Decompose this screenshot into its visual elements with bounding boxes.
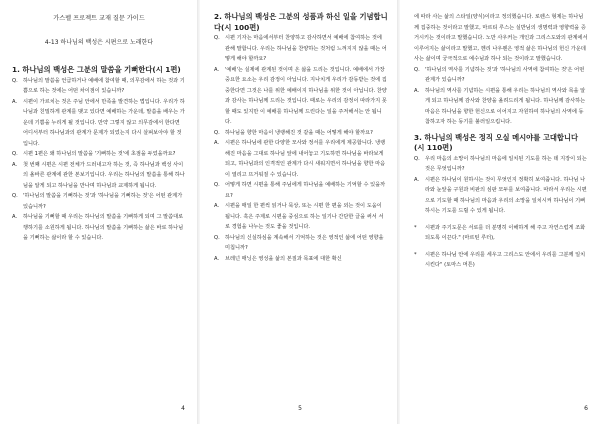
page-4	[0, 0, 200, 424]
qa-text: 시편은 하나님이 원하시는 것이 무엇인지 정확히 보여줍니다. 하나님 나라와 눈앞을 구원과 비판의 심판 모두를 보여줍니다. 따라서 우리는 시편으로 기도할 때 하나님의 마음과 우리의 소망을 일치시켜 하나님이 기뻐하시는 기도를 드릴 수 있게 됩니다.	[425, 176, 587, 214]
qa-marker: Q.	[214, 129, 220, 136]
question-item	[12, 191, 186, 212]
qa-text: 하나님의 역사를 기념하는 시편을 통해 우리는 하나님의 역사와 목을 알게 되고 하나님께 감사와 찬양을 올려드리게 됩니다. 하나님께 감사하는 마음은 하나님을 향한 헌신으로 이어지고 자원하여 하나님의 사역에 동참하고자 하는 동기를 불러일으킵니다.	[425, 87, 586, 125]
answer-item	[214, 201, 388, 233]
qa-marker: A.	[12, 214, 18, 220]
question-item	[214, 128, 388, 139]
qa-text: 시편 기자는 마음에서부터 찬양하고 감사하면서 예배에 참여하는 것에 관해 말합니다. 우리는 하나님을 찬양하는 것처럼 느껴지지 않을 때는 어떻게 해야 할까요?	[225, 35, 387, 62]
qa-text: 시편을 매일 한 편씩 읽거나 묵상, 또는 시편 한 편을 외는 것이 도움이 됩니다. 혹은 주제로 시편을 중심으로 하는 일기나 간단한 글을 써서 서로 경험을 나누는 것도 좋을 것입니다.	[225, 203, 384, 230]
answer-item	[414, 86, 588, 128]
qa-marker: Q.	[414, 155, 420, 162]
question-item	[414, 154, 588, 175]
qa-text: '하나님의 역사를 기념하는 것'과 '하나님의 사역에 참여하는 것'은 어떤 관계가 있습니까?	[425, 66, 585, 83]
question-item	[12, 76, 186, 97]
qa-marker: A.	[12, 98, 18, 105]
qa-text: 하나님을 기뻐할 때 우리는 하나님의 말씀을 기뻐하게 되며 그 말씀대로 행하기를 소원하게 됩니다. 하나님의 말씀을 기뻐하는 삶은 바로 하나님을 기뻐하는 삶이라 할 수 있습니다.	[23, 214, 184, 241]
qa-list	[414, 154, 588, 217]
lesson-subtitle: 4-13 하나님의 백성은 시편으로 노래한다	[44, 39, 154, 46]
question-item	[12, 149, 186, 160]
answer-item	[214, 138, 388, 180]
note-text: 시편과 주기도문은 서로를 더 분명히 이해하게 해 주고 자연스럽게 조화되도록 이끈다." (마르틴 루터),	[425, 224, 586, 241]
answer-item	[12, 97, 186, 150]
question-item	[214, 180, 388, 201]
quote-notes	[414, 223, 588, 271]
section-heading-2: 2. 하나님의 백성은 그분의 성품과 하신 일을 기념합니다(시 100편)	[214, 12, 388, 32]
qa-text: 시편이 가르치는 것은 주님 안에서 만족을 발견하는 법입니다. 우리가 하나님과 친밀하게 관계를 맺고 있다면 예배하는 가운데, 말씀을 배우는 가운데 기쁨을 누리게 될 것입니다. 만약 그렇지 않고 의무감에서 한다면 어디서부터 하나님과의 관계가 문제가 되었는지 다시 살펴보아야 할 것입니다.	[23, 98, 185, 147]
qa-marker: Q.	[12, 77, 18, 84]
document-title: 가스펠 프로젝트 교재 질문 가이드	[53, 15, 145, 22]
qa-text: 어떻게 하면 시편을 통해 주님에게 하나님을 예배하는 기억할 수 있을까요?	[225, 182, 386, 199]
qa-list	[12, 76, 186, 244]
qa-marker: A.	[214, 255, 220, 262]
question-item	[214, 233, 388, 254]
qa-marker: A.	[214, 203, 220, 209]
qa-text: 브레넌 매닝은 영성을 삶의 본질과 목표에 대한 확신	[225, 255, 342, 262]
qa-marker: A.	[12, 161, 18, 168]
answer-item	[12, 212, 186, 244]
qa-text: 첫 번째 시편은 시편 전체가 드러내고자 하는 것, 즉 하나님과 백성 사이의 올바른 관계에 관한 본보기입니다. 우리는 하나님의 말씀을 통해 하나님을 알게 되고 하나님을 만나며 하나님과 교제하게 됩니다.	[23, 161, 185, 189]
qa-text: 하나님의 말씀을 언급하거나 예배에 참여할 때, 의무감에서 하는 것과 기쁨으로 하는 것에는 어떤 차이점이 있습니까?	[23, 77, 185, 94]
quote-note	[414, 223, 588, 244]
page-6	[400, 0, 600, 424]
qa-list	[214, 33, 388, 264]
page-number: 6	[584, 405, 588, 412]
qa-marker: A.	[414, 87, 420, 94]
qa-marker: Q.	[12, 193, 18, 199]
qa-text: 우리 마음의 소망이 하나님의 마음에 일치된 기도를 하는 데 지장이 되는 것은 무엇입니까?	[425, 155, 587, 172]
qa-marker: A.	[414, 176, 420, 183]
answer-item	[214, 65, 388, 128]
qa-marker: A.	[214, 140, 220, 146]
question-item	[214, 33, 388, 65]
qa-marker: Q.	[414, 66, 420, 73]
section-heading-3: 3. 하나님의 백성은 정직 오실 메시야를 고대합니다(시 110편)	[414, 132, 579, 152]
page-number: 4	[181, 405, 185, 412]
qa-text: '하나님의 말씀을 기뻐하는 것'과 '하나님을 기뻐하는 것'은 어떤 관계가 있습니까?	[23, 193, 183, 210]
note-marker: *	[414, 224, 417, 231]
qa-text: 하나님의 신실하심을 계속해서 기억하는 것은 영적인 삶에 어떤 영향을 미칩니까?	[225, 234, 384, 251]
page-5	[200, 0, 400, 424]
note-text: 시편은 하나님 안에 우리를 세우고 그리스도 안에서 우리를 그분께 일치시킨다" (토마스 머튼)	[425, 251, 586, 268]
qa-text: 시편은 하나님에 관한 다양한 모사와 정서를 우리에게 제공합니다. 냉랭해진 마음을 그대로 하나님 앞에 내어놓고 기도하면 하나님을 바라보게 되고, 하나님과의 인격적인 관계가 다시 새워지면서 하나님을 향한 마음이 열리고 뜨거워질 수 있습니다.	[225, 140, 386, 178]
qa-text: '예배'는 실제에 관계된 것이며 온 삶을 드리는 것입니다. 예배에서 가장 중요한 요소는 우리 감정이 아닙니다. 지나치게 우리가 감동받는 것에 집중한다면 그것은 나를 위한 예배이지 하나님을 위한 것이 아닙니다. 찬양과 감사는 하나님께 드리는 것입니다. 때로는 우리의 감정이 따라가지 못할 때도 있지만 이 예배를 하나님께 드린다는 일을 주저해서는 안 됩니다.	[225, 66, 387, 125]
section-heading-1: 1. 하나님의 백성은 그분의 말씀을 기뻐한다(시 1편)	[12, 65, 181, 74]
qa-marker: A.	[214, 66, 220, 73]
qa-list	[414, 65, 588, 128]
answer-item	[414, 175, 588, 217]
page-number: 5	[298, 405, 302, 412]
qa-marker: Q.	[214, 234, 220, 241]
continued-paragraph: 에 따라 사는 삶의 스타일(양식)이라고 정의했습니다. 로렌스 형제는 하나님께 집중하는 것이라고 말했고, 마르티 루스는 실반님의 생명력과 영향력을 증거시키는 것이라고 말했습니다. 노만 사우커는 개인과 그리스도와의 관계에서 이루어지는 삶이라고 말했고, 헨리 나우웬은 영적 삶은 하나님의 헌신 가운데 사는 삶이며 궁극적으로 예수님과 하나 되는 것이라고 말했습니다.	[414, 14, 588, 62]
answer-item	[214, 254, 388, 265]
qa-text: 하나님을 향한 마음이 냉랭해진 것 같을 때는 어떻게 해야 할까요?	[225, 129, 373, 136]
note-marker: *	[414, 251, 417, 258]
answer-item	[12, 160, 186, 192]
qa-marker: Q.	[12, 151, 18, 157]
qa-text: 시편 1편은 왜 하나님의 말씀을 '기뻐하는 것'에 초점을 두었을까요?	[23, 151, 176, 157]
qa-marker: Q.	[214, 182, 220, 188]
question-item	[414, 65, 588, 86]
quote-note	[414, 250, 588, 271]
qa-marker: Q.	[214, 35, 220, 41]
